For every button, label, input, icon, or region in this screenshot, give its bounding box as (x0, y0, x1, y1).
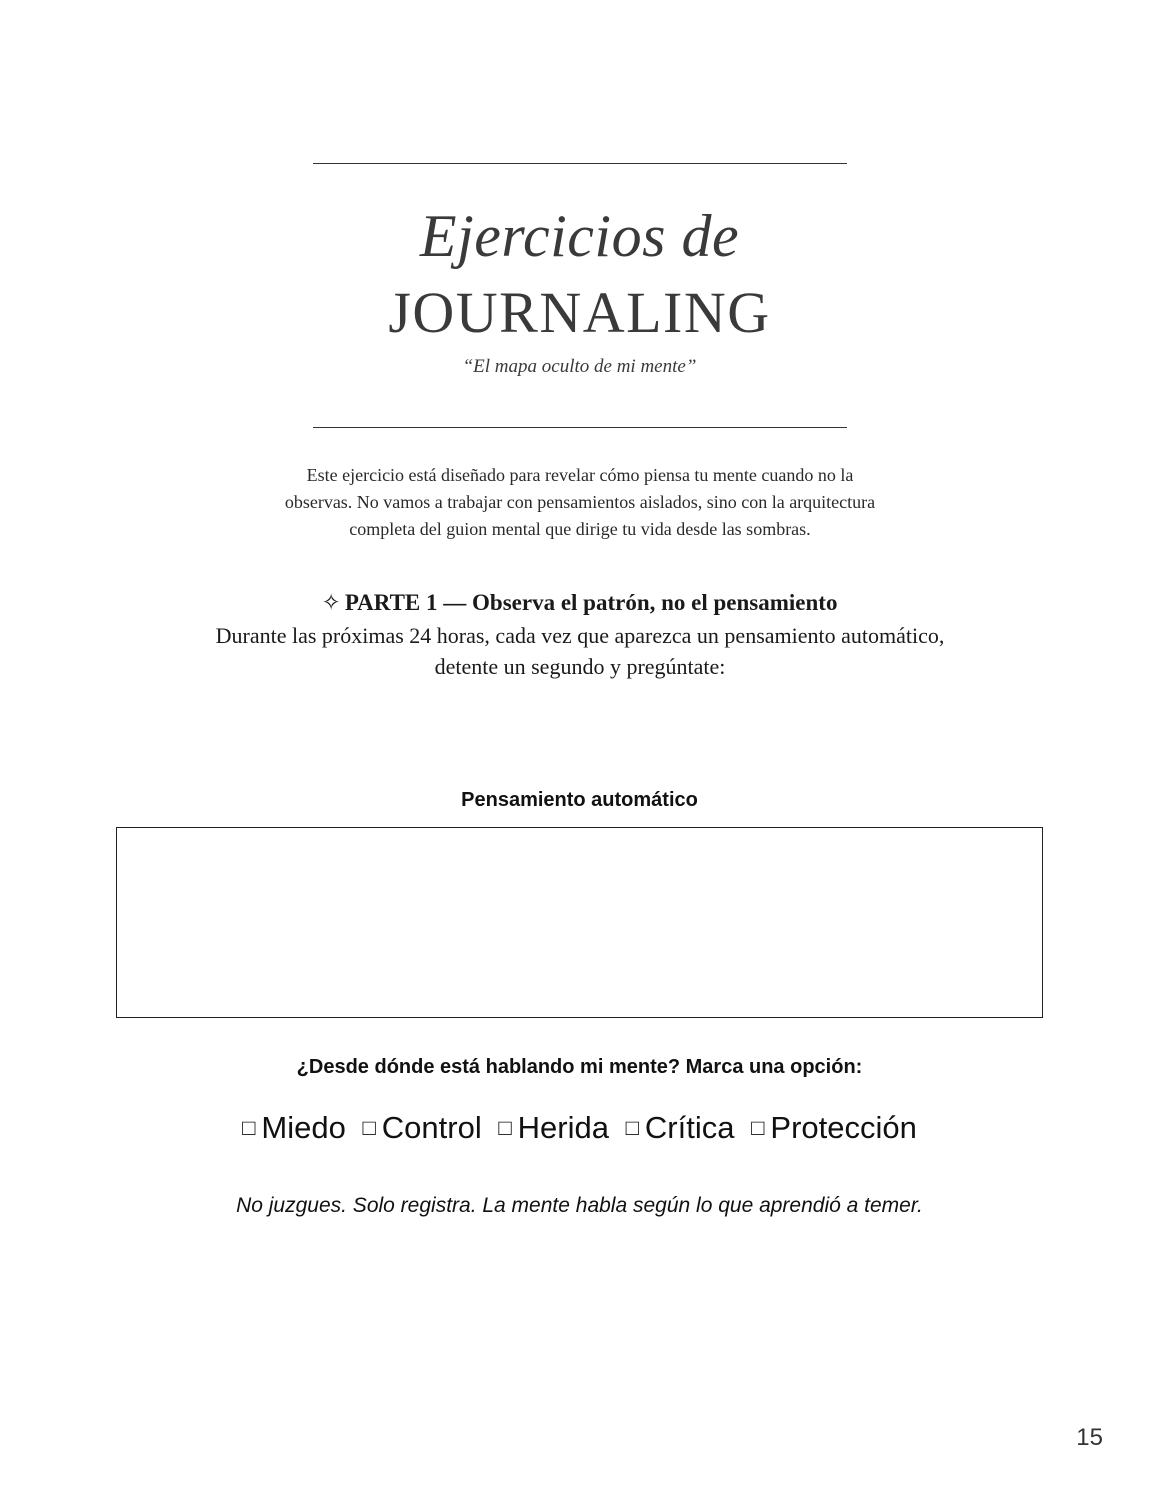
option-label: Control (381, 1110, 482, 1145)
page-title-line1: Ejercicios de (419, 203, 740, 269)
checkbox-icon[interactable]: □ (362, 1115, 376, 1140)
option-control[interactable] (362, 1108, 481, 1148)
sparkle-icon: ✧ (321, 590, 341, 615)
intro-line: completa del guion mental que dirige tu vida desde las sombras. (349, 519, 811, 539)
part1-heading (0, 589, 1159, 617)
bottom-divider (313, 427, 847, 428)
option-label: Miedo (261, 1110, 346, 1145)
checkbox-icon[interactable]: □ (751, 1115, 765, 1140)
option-label: Protección (770, 1110, 917, 1145)
intro-paragraph (230, 462, 930, 543)
option-proteccion[interactable] (751, 1108, 917, 1148)
option-herida[interactable] (498, 1108, 609, 1148)
answer-box[interactable] (116, 827, 1043, 1018)
page-title-line2: JOURNALING (388, 280, 771, 345)
page-number: 15 (1076, 1424, 1103, 1451)
option-label: Herida (517, 1110, 609, 1145)
checkbox-icon[interactable]: □ (242, 1115, 256, 1140)
part1-heading-text: PARTE 1 — Observa el patrón, no el pensamiento (344, 590, 838, 615)
part1-line: Durante las próximas 24 horas, cada vez que aparezca un pensamiento automático, (215, 623, 945, 648)
checkbox-icon[interactable]: □ (498, 1115, 512, 1140)
option-critica[interactable] (626, 1108, 735, 1148)
intro-line: Este ejercicio está diseñado para revelar cómo piensa tu mente cuando no la (306, 465, 854, 485)
answer-box-label: Pensamiento automático (461, 789, 698, 811)
intro-line: observas. No vamos a trabajar con pensamientos aislados, sino con la arquitectura (284, 492, 876, 512)
option-label: Crítica (644, 1110, 735, 1145)
part1-line: detente un segundo y pregúntate: (434, 654, 726, 679)
option-miedo[interactable] (242, 1108, 346, 1148)
question-prompt: ¿Desde dónde está hablando mi mente? Marca una opción: (296, 1056, 863, 1078)
closing-note: No juzgues. Solo registra. La mente habla según lo que aprendió a temer. (236, 1194, 923, 1217)
part1-instructions (130, 620, 1030, 682)
checkbox-icon[interactable]: □ (625, 1115, 639, 1140)
option-list (0, 1108, 1159, 1148)
top-divider (313, 163, 847, 164)
page-subtitle: “El mapa oculto de mi mente” (462, 356, 697, 377)
